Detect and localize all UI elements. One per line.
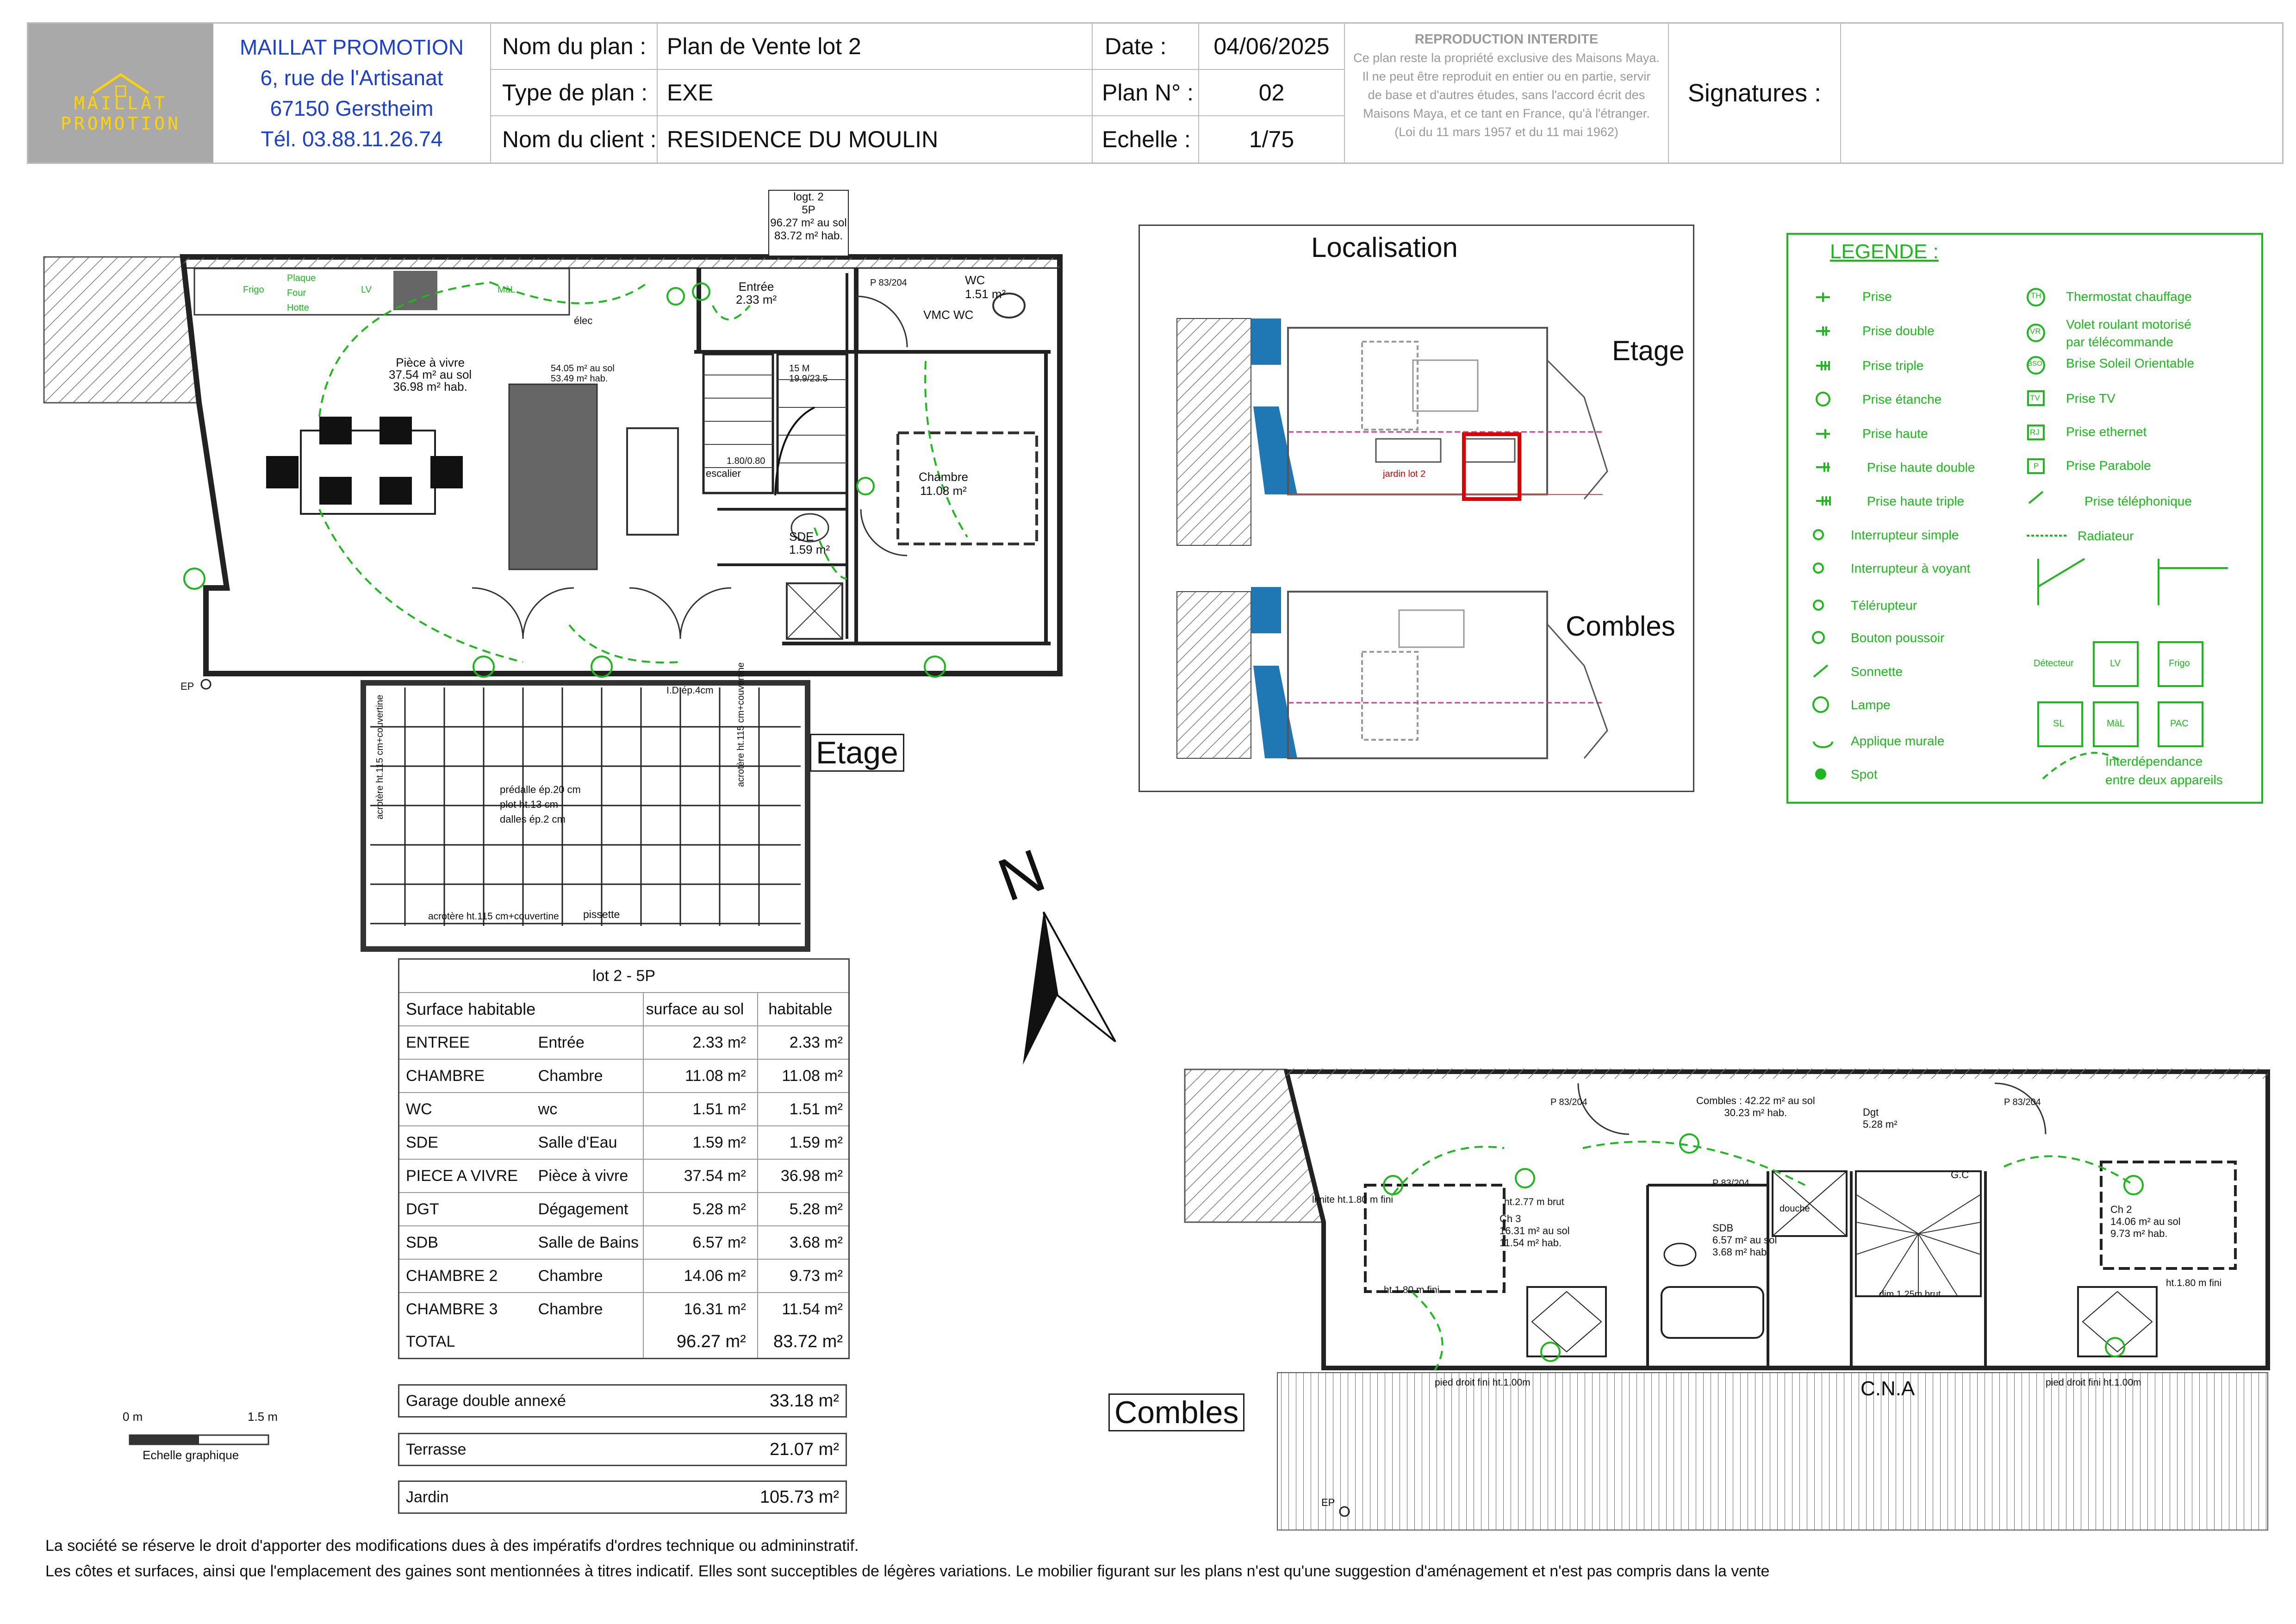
- lot-tag-line: 5P: [802, 204, 815, 216]
- repro-line: Ce plan reste la propriété exclusive des Maisons Maya.: [1353, 51, 1660, 65]
- localisation-combles: [1177, 587, 1607, 758]
- appliance-mal: MàL: [498, 285, 516, 295]
- repro-line: de base et d'autres études, sans l'accord écrit des: [1368, 88, 1645, 102]
- legend-spot: Spot: [1851, 767, 1878, 781]
- row-sol: 5.28 m²: [643, 1193, 757, 1225]
- code-vr: VR: [2030, 327, 2041, 336]
- scale-label: Echelle :: [1093, 116, 1199, 162]
- plan-name-label: Nom du plan :: [491, 24, 658, 70]
- header-habitable: habitable: [757, 993, 848, 1025]
- jardin-label: jardin lot 2: [1383, 469, 1426, 479]
- terrace-note: prédalle ép.20 cm: [500, 784, 581, 795]
- legend-sonnette: Sonnette: [1851, 664, 1903, 679]
- surface-table-title: [399, 960, 848, 993]
- row-code: PIECE A VIVRE: [406, 1167, 518, 1185]
- row-code: WC: [406, 1100, 432, 1118]
- scale-zero: 0 m: [123, 1410, 143, 1424]
- row-label: Dégagement: [538, 1200, 628, 1218]
- plan-no-value: 02: [1199, 70, 1345, 116]
- table-row: [399, 1293, 848, 1325]
- cna-label: C.N.A: [1860, 1377, 1915, 1400]
- room-name: SDE: [789, 530, 814, 543]
- room-area: 14.06 m² au sol: [2110, 1216, 2181, 1227]
- limite-3: ht.1.80 m fini: [2166, 1278, 2222, 1288]
- table-total: [399, 1325, 848, 1358]
- legend-interdependance: [2105, 752, 2223, 789]
- legend-box-sl: SL: [2053, 718, 2065, 729]
- room-area: 5.28 m²: [1863, 1118, 1898, 1130]
- legend-detecteur: Détecteur: [2034, 658, 2074, 668]
- company-street: 6, rue de l'Artisanat: [260, 66, 443, 90]
- company-logo: [28, 24, 213, 162]
- legend-prise-double: Prise double: [1862, 324, 1935, 338]
- gaine-label-3: P 83/204: [1712, 1178, 1749, 1188]
- localisation-etage-label: Etage: [1612, 335, 1685, 366]
- plan-type-label: Type de plan :: [491, 70, 658, 116]
- row-label: Salle d'Eau: [538, 1133, 617, 1151]
- surface-note-line: 54.05 m² au sol: [551, 363, 615, 374]
- room-name: Ch 3: [1500, 1213, 1521, 1224]
- code-p: P: [2034, 462, 2039, 470]
- garage-box: [398, 1384, 847, 1418]
- legend-interdep-line: entre deux appareils: [2105, 773, 2223, 787]
- cna-zone: [1277, 1373, 2268, 1530]
- terrace-note: plot ht.13 cm: [500, 799, 558, 810]
- escalier-label: escalier: [706, 468, 741, 479]
- lot-tag-line: 96.27 m² au sol: [770, 217, 847, 229]
- legend-prise-haute-double: Prise haute double: [1867, 460, 1975, 475]
- gc-label: G.C: [1951, 1169, 1969, 1181]
- localisation-panel: [1139, 225, 1694, 792]
- acrotere-right: acrotère ht.115 cm+couvertine: [736, 662, 746, 787]
- legend-interdep-line: Interdépendance: [2105, 754, 2203, 768]
- total-label: TOTAL: [406, 1332, 455, 1350]
- row-sol: 1.51 m²: [643, 1093, 757, 1125]
- terrasse-label: Terrasse: [406, 1440, 467, 1458]
- room-name: WC: [965, 273, 985, 287]
- row-code: DGT: [406, 1200, 439, 1218]
- room-area: 1.51 m²: [965, 287, 1006, 301]
- dim-label: dim.1.25m brut: [1879, 1289, 1941, 1299]
- client-label: Nom du client :: [491, 116, 658, 162]
- jardin-box: [398, 1480, 847, 1514]
- room-area: 37.54 m² au sol: [389, 368, 472, 381]
- jardin-value: 105.73 m²: [759, 1487, 839, 1507]
- legend-thermostat: Thermostat chauffage: [2066, 289, 2192, 304]
- company-address: [213, 24, 491, 162]
- code-bso: BSO: [2028, 360, 2042, 368]
- legend-prise-parabole: Prise Parabole: [2066, 458, 2151, 473]
- repro-line: Maisons Maya, et ce tant en France, qu'à l'étranger.: [1363, 106, 1650, 120]
- row-hab: 3.68 m²: [757, 1226, 848, 1259]
- north-label: N: [989, 836, 1054, 914]
- room-name: Ch 2: [2110, 1204, 2132, 1215]
- room-name: Dgt: [1863, 1106, 1879, 1118]
- table-row: [399, 1193, 848, 1226]
- floor-plan-combles: [1176, 1051, 2286, 1551]
- room-name: SDB: [1712, 1222, 1734, 1234]
- company-city: 67150 Gerstheim: [270, 96, 434, 120]
- gaine-label-1: P 83/204: [1550, 1097, 1587, 1107]
- date-label: Date :: [1093, 24, 1199, 70]
- surface-table: [398, 958, 850, 1359]
- row-sol: 6.57 m²: [643, 1226, 757, 1259]
- row-label: Salle de Bains: [538, 1233, 639, 1251]
- row-label: Pièce à vivre: [538, 1167, 628, 1185]
- douche-label: douche: [1780, 1204, 1810, 1214]
- table-row: [399, 1260, 848, 1293]
- stair-dims: [789, 363, 828, 384]
- room-sde: [789, 530, 830, 556]
- row-code: CHAMBRE: [406, 1067, 485, 1085]
- lot-tag-line: logt. 2: [793, 191, 824, 203]
- row-hab: 11.08 m²: [757, 1060, 848, 1092]
- room-combles: [1696, 1095, 1815, 1119]
- row-code: CHAMBRE 3: [406, 1300, 498, 1318]
- appliance-label: Plaque: [287, 273, 316, 283]
- appliance-label: Four: [287, 288, 306, 298]
- room-name: Chambre: [919, 470, 968, 484]
- reproduction-notice: [1345, 24, 1669, 162]
- legend-lampe: Lampe: [1851, 698, 1891, 712]
- stair-dim: 1.80/0.80: [727, 456, 765, 466]
- appliance-lv: LV: [361, 285, 372, 295]
- footer-line-2: Les côtes et surfaces, ainsi que l'emplacement des gaines sont mentionnées à titres indicatif. Elles sont succeptibles de légères variations. Le mobilier figurant sur les plans n'est qu'une suggestion d'aménagement et n'est pas compris dans la vente: [45, 1562, 1770, 1580]
- terrasse-box: [398, 1433, 847, 1466]
- room-wc: [965, 273, 1006, 301]
- row-code: SDE: [406, 1133, 438, 1151]
- pissette-label: pissette: [583, 908, 620, 920]
- total-sol: 96.27 m²: [643, 1325, 757, 1358]
- localisation-etage: [1177, 319, 1607, 545]
- pied-droit-2: pied droit fini ht.1.00m: [2046, 1377, 2141, 1388]
- room-area-hab: 36.98 m² hab.: [393, 380, 467, 394]
- elec-label: élec: [574, 315, 593, 326]
- legend-prise-telephone: Prise téléphonique: [2084, 494, 2192, 508]
- table-row: [399, 1093, 848, 1126]
- terrasse-value: 21.07 m²: [770, 1439, 839, 1459]
- legend-prise-haute: Prise haute: [1862, 426, 1928, 441]
- table-row: [399, 1026, 848, 1060]
- legend-volet-line: par télécommande: [2066, 335, 2173, 349]
- table-header: [399, 993, 848, 1026]
- stair-dim-line: 19.9/23.5: [789, 374, 828, 384]
- legend-interrupteur: Interrupteur simple: [1851, 528, 1959, 542]
- legend-title: LEGENDE :: [1830, 240, 1939, 263]
- limite-1: limite ht.1.80 m fini: [1312, 1194, 1394, 1205]
- surface-note-line: 53.49 m² hab.: [551, 374, 608, 384]
- row-sol: 16.31 m²: [643, 1293, 757, 1325]
- legend-prise-ethernet: Prise ethernet: [2066, 425, 2147, 439]
- row-label: Chambre: [538, 1300, 603, 1318]
- header-surface: Surface habitable: [406, 999, 536, 1018]
- scale-value: 1/75: [1199, 116, 1345, 162]
- localisation-combles-label: Combles: [1566, 611, 1675, 642]
- repro-line: Il ne peut être reproduit en entier ou en partie, servir: [1362, 69, 1651, 83]
- room-name: Pièce à vivre: [396, 356, 465, 369]
- limite-2: ht.1.80 m fini: [1384, 1285, 1440, 1295]
- table-row: [399, 1226, 848, 1260]
- legend-interrupteur-voyant: Interrupteur à voyant: [1851, 561, 1971, 575]
- legend-prise-triple: Prise triple: [1862, 358, 1924, 373]
- localisation-title: Localisation: [1311, 232, 1458, 263]
- room-ch3: [1500, 1213, 1570, 1249]
- appliance-plaque: [287, 271, 316, 315]
- legend-box-lv: LV: [2110, 658, 2121, 668]
- room-name: Combles : 42.22 m² au sol: [1696, 1095, 1815, 1106]
- scale-max: 1.5 m: [248, 1410, 278, 1424]
- logo-text: MAILLAT PROMOTION: [61, 93, 181, 134]
- room-area: 16.31 m² au sol: [1500, 1225, 1570, 1237]
- combles-panel-label: Combles: [1108, 1393, 1244, 1431]
- room-area-hab: 9.73 m² hab.: [2110, 1228, 2168, 1239]
- header-sol: surface au sol: [643, 993, 757, 1025]
- room-area-hab: 3.68 m² hab.: [1712, 1246, 1770, 1258]
- legend-prise-tv: Prise TV: [2066, 391, 2116, 406]
- room-entree: [736, 280, 777, 306]
- legend-prise-etanche: Prise étanche: [1862, 392, 1942, 406]
- legend-volet-line: Volet roulant motorisé: [2066, 317, 2191, 331]
- legend-box-pac: PAC: [2170, 718, 2189, 729]
- row-label: Entrée: [538, 1033, 585, 1051]
- legend-volet: [2066, 316, 2191, 351]
- row-hab: 9.73 m²: [757, 1260, 848, 1292]
- appliance-label: Hotte: [287, 303, 309, 313]
- row-sol: 37.54 m²: [643, 1160, 757, 1192]
- room-area: 1.59 m²: [789, 543, 830, 556]
- row-label: Chambre: [538, 1067, 603, 1085]
- legend-bouton-poussoir: Bouton poussoir: [1851, 631, 1945, 645]
- scale-label-text: Echelle graphique: [143, 1448, 239, 1462]
- row-sol: 14.06 m²: [643, 1260, 757, 1292]
- room-area: 2.33 m²: [736, 293, 777, 306]
- table-row: [399, 1160, 848, 1193]
- gaine-label-2: P 83/204: [2004, 1097, 2041, 1107]
- row-hab: 1.51 m²: [757, 1093, 848, 1125]
- combles-ep: EP: [1321, 1497, 1335, 1508]
- kitchen-island: [509, 384, 597, 569]
- room-piece-a-vivre: [389, 356, 472, 393]
- room-area: 11.08 m²: [920, 484, 967, 498]
- neighbour-hatch: [44, 257, 199, 403]
- room-ch2: [2110, 1204, 2181, 1240]
- company-name: MAILLAT PROMOTION: [240, 35, 464, 59]
- row-hab: 36.98 m²: [757, 1160, 848, 1192]
- acrotere-bottom: acrotère ht.115 cm+couvertine: [428, 911, 559, 922]
- vmc-label: VMC WC: [923, 308, 974, 322]
- title-block: [27, 22, 2284, 164]
- room-area-hab: 11.54 m² hab.: [1500, 1237, 1562, 1249]
- surface-note: [551, 363, 615, 384]
- terrace-note: dalles ép.2 cm: [500, 813, 566, 825]
- room-dgt: [1863, 1106, 1898, 1131]
- row-code: CHAMBRE 2: [406, 1267, 498, 1285]
- company-phone: Tél. 03.88.11.26.74: [261, 127, 443, 151]
- room-name: Entrée: [738, 280, 774, 294]
- hob-icon: [393, 271, 437, 310]
- row-code: ENTREE: [406, 1033, 470, 1051]
- room-area: 30.23 m² hab.: [1724, 1107, 1787, 1118]
- pied-droit-1: pied droit fini ht.1.00m: [1435, 1377, 1531, 1388]
- jardin-label-box: Jardin: [406, 1488, 449, 1506]
- legend-prise: Prise: [1862, 289, 1892, 304]
- plan-type: EXE: [658, 70, 1093, 116]
- row-label: Chambre: [538, 1267, 603, 1285]
- client-name: RESIDENCE DU MOULIN: [658, 116, 1093, 162]
- appliance-frigo: Frigo: [243, 285, 264, 295]
- repro-title: REPRODUCTION INTERDITE: [1414, 32, 1599, 47]
- row-hab: 11.54 m²: [757, 1293, 848, 1325]
- legend-prise-haute-triple: Prise haute triple: [1867, 494, 1965, 508]
- row-code: SDB: [406, 1233, 438, 1251]
- code-rj: RJ: [2030, 428, 2040, 437]
- signatures-label: Signatures :: [1669, 24, 1841, 162]
- room-area: 6.57 m² au sol: [1712, 1234, 1777, 1246]
- row-hab: 1.59 m²: [757, 1126, 848, 1159]
- etage-panel-label: Etage: [810, 734, 904, 772]
- stair-dim-line: 15 M: [789, 363, 810, 374]
- plan-no-label: Plan N° :: [1093, 70, 1199, 116]
- terrace-notes: [500, 782, 581, 827]
- lot-tag: [768, 190, 849, 256]
- table-title-text: lot 2 - 5P: [592, 967, 656, 985]
- table-row: [399, 1126, 848, 1160]
- legend-box-frigo: Frigo: [2169, 658, 2190, 668]
- date-value: 04/06/2025: [1199, 24, 1345, 70]
- code-tv: TV: [2030, 394, 2040, 402]
- legend-bso: Brise Soleil Orientable: [2066, 356, 2195, 370]
- legend-box-mal: MàL: [2107, 718, 2125, 729]
- garage-value: 33.18 m²: [770, 1391, 839, 1411]
- ep-label: EP: [180, 681, 194, 692]
- lot-tag-line: 83.72 m² hab.: [774, 230, 843, 242]
- row-hab: 2.33 m²: [757, 1026, 848, 1059]
- floor-plan-etage: [0, 176, 1111, 963]
- gaine-label: P 83/204: [870, 278, 907, 288]
- plan-name: Plan de Vente lot 2: [658, 24, 1093, 70]
- acrotere-left: acrotère ht.115 cm+couvertine: [375, 694, 385, 819]
- row-sol: 11.08 m²: [643, 1060, 757, 1092]
- row-sol: 1.59 m²: [643, 1126, 757, 1159]
- repro-line: (Loi du 11 mars 1957 et du 11 mai 1962): [1394, 125, 1618, 139]
- localisation-mini-plans: [1140, 268, 1693, 786]
- table-row: [399, 1060, 848, 1093]
- legend-telerupteur: Télérupteur: [1851, 598, 1917, 612]
- row-hab: 5.28 m²: [757, 1193, 848, 1225]
- total-hab: 83.72 m²: [757, 1325, 848, 1358]
- row-label: wc: [538, 1100, 558, 1118]
- ht-277: ht.2.77 m brut: [1504, 1197, 1564, 1207]
- room-chambre: [919, 470, 968, 498]
- footer-line-1: La société se réserve le droit d'apporter des modifications dues à des impératifs d'ordres technique ou admininstratif.: [45, 1537, 859, 1555]
- legend-applique: Applique murale: [1851, 734, 1945, 748]
- code-th: TH: [2031, 291, 2041, 300]
- terrace-ep: I.D ép.4cm: [666, 685, 714, 696]
- legend-panel: [1786, 233, 2263, 804]
- jardin-highlight: [1464, 434, 1519, 499]
- row-sol: 2.33 m²: [643, 1026, 757, 1059]
- garage-label: Garage double annexé: [406, 1392, 566, 1410]
- legend-radiateur: Radiateur: [2078, 529, 2134, 543]
- room-sdb: [1712, 1222, 1777, 1258]
